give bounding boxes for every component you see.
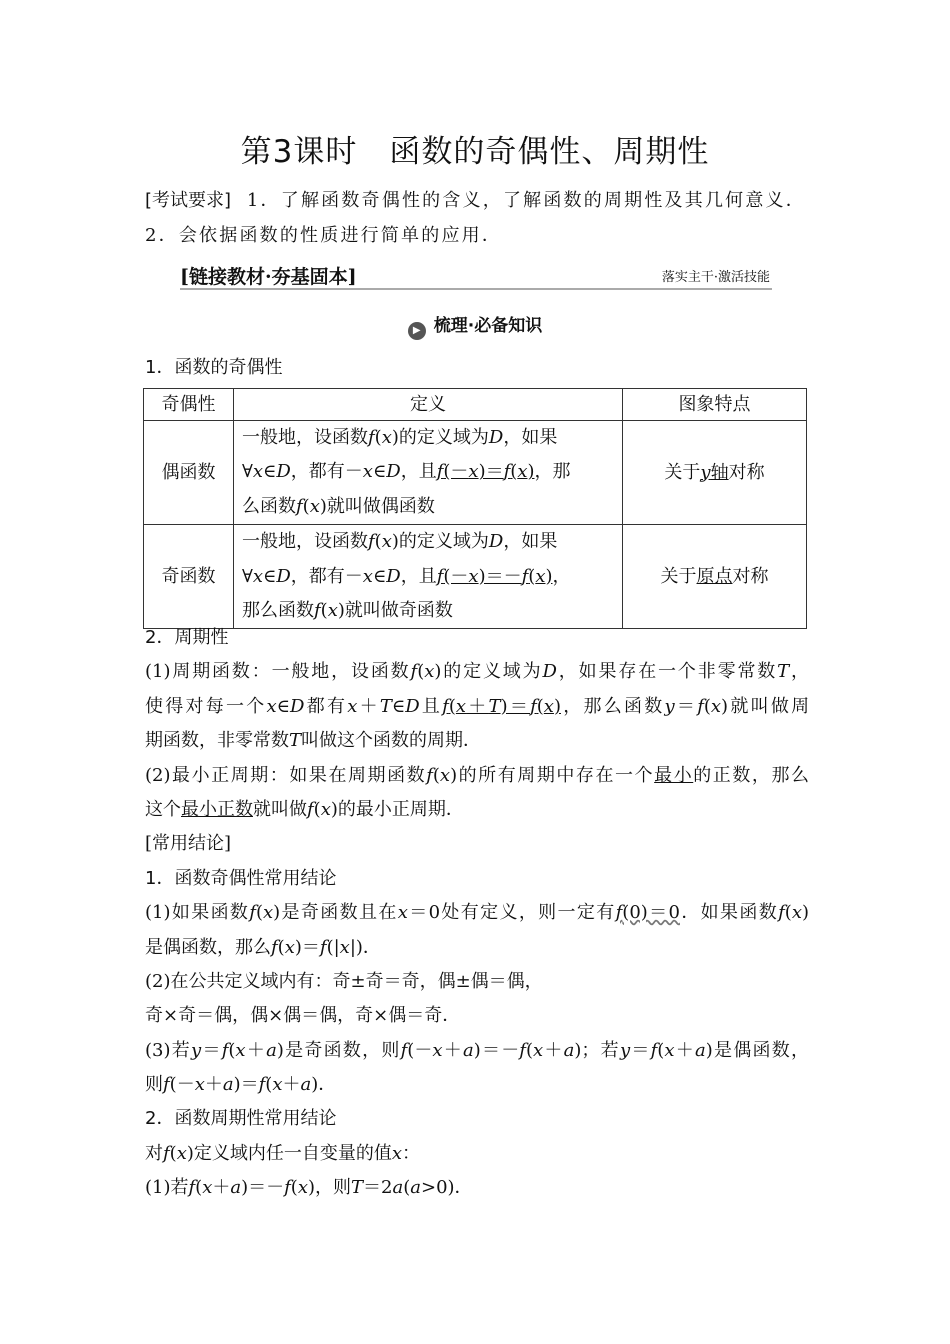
text-segment: ∈	[276, 695, 290, 717]
text-segment: f	[368, 531, 375, 553]
text-segment: 就叫做	[253, 798, 307, 820]
text-segment: )	[801, 902, 810, 924]
text-segment: )定义域内任一自变量的值	[186, 1142, 392, 1164]
text-line	[145, 931, 809, 965]
text-segment: ，如果	[503, 427, 558, 448]
text-segment: (	[417, 661, 425, 683]
text-line	[145, 1068, 809, 1102]
text-segment: D	[488, 427, 504, 448]
text-segment: )就叫做偶函数	[319, 495, 435, 517]
text-segment: 叫做这个函数的周期．	[301, 730, 482, 752]
text-segment: (－	[407, 1039, 433, 1061]
text-segment: T	[379, 695, 392, 717]
text-segment: D	[276, 461, 291, 483]
header-cell: 图象特点	[623, 389, 807, 421]
text-segment: 关于	[660, 565, 697, 587]
text-segment: x	[455, 695, 467, 717]
text-line	[145, 1102, 809, 1136]
type-cell: 偶函数	[144, 421, 234, 525]
text-segment: )的所有周期中存在一个	[450, 764, 655, 786]
body-text	[145, 621, 809, 1206]
text-segment: f	[284, 1177, 291, 1199]
text-segment: y	[664, 695, 675, 717]
text-segment: 2．周期性	[145, 627, 229, 648]
text-segment: f	[271, 936, 278, 958]
text-segment: ＝	[630, 1039, 651, 1061]
text-segment: (	[255, 902, 263, 924]
text-segment: D	[386, 461, 401, 483]
text-segment: f	[249, 902, 256, 924]
text-segment: x	[252, 565, 264, 587]
text-line	[145, 827, 809, 861]
text-segment: 那么函数	[242, 599, 314, 621]
text-segment: )是奇函数且在	[273, 902, 398, 924]
text-segment: x	[791, 902, 802, 924]
text-segment: (	[195, 1177, 203, 1199]
text-segment: ，那	[534, 461, 571, 483]
text-segment: x	[362, 461, 373, 483]
text-segment: ＋	[212, 1177, 231, 1199]
text-segment: ：	[402, 1142, 421, 1164]
text-segment: )	[527, 461, 535, 483]
text-segment: ∀	[242, 461, 253, 483]
text-segment: (	[277, 936, 285, 958]
text-segment: x	[327, 599, 338, 621]
text-segment: x	[664, 1039, 675, 1061]
text-segment: (	[374, 531, 382, 553]
text-segment: (	[290, 1177, 298, 1199]
definition-line	[242, 560, 614, 594]
text-segment: 最小正数	[181, 798, 253, 820]
text-segment: 奇×奇＝偶，偶×偶＝偶，奇×偶＝奇．	[145, 1005, 461, 1027]
text-line	[145, 965, 809, 999]
text-segment: 2．函数周期性常用结论	[145, 1108, 337, 1130]
text-line	[145, 724, 809, 758]
text-segment: )＝	[294, 936, 320, 958]
text-segment: )的定义域为	[391, 531, 489, 553]
text-segment: (	[448, 695, 456, 717]
text-segment: ＝0处有定义，则一定有	[407, 902, 616, 924]
definition-line	[242, 525, 614, 559]
text-segment: x	[339, 936, 350, 958]
text-segment: f	[426, 764, 433, 786]
text-segment: (3)若	[145, 1039, 192, 1061]
text-segment: a	[300, 1074, 312, 1096]
text-segment: ＋	[245, 1039, 267, 1061]
text-segment: ∀	[242, 565, 253, 587]
text-segment: (1)周期函数：一般地，设函数	[145, 661, 411, 683]
text-segment: )就叫做周	[721, 695, 810, 717]
text-segment: (1)若	[145, 1177, 189, 1199]
text-segment: a	[463, 1039, 474, 1061]
text-segment: ，	[789, 661, 810, 683]
text-segment: ∈	[372, 565, 387, 587]
text-segment: [常用结论]	[145, 833, 232, 855]
requirement-1: 1．了解函数奇偶性的含义，了解函数的周期性及其几何意义．	[246, 190, 806, 211]
text-segment: 对称	[728, 461, 765, 483]
text-segment: ，	[552, 565, 571, 587]
text-segment: x	[710, 695, 722, 717]
text-segment: ＋	[204, 1074, 223, 1096]
text-segment: x	[235, 1039, 246, 1061]
text-segment: 轴	[710, 461, 729, 483]
text-segment: (	[432, 764, 440, 786]
text-segment: D	[276, 565, 291, 587]
text-line	[145, 621, 809, 655]
text-segment: (	[525, 1039, 533, 1061]
text-segment: ，如果存在一个非零常数	[556, 661, 778, 683]
definition-line	[242, 421, 614, 455]
text-line	[145, 1137, 809, 1171]
text-segment: x	[439, 764, 451, 786]
text-segment: (	[169, 1142, 177, 1164]
text-segment: f	[163, 1142, 170, 1164]
text-segment: x	[194, 1074, 205, 1096]
text-segment: x	[202, 1177, 213, 1199]
text-segment: 一般地，设函数	[242, 531, 368, 553]
header-cell: 定义	[234, 389, 623, 421]
text-segment: (－	[443, 565, 469, 587]
text-segment: y	[619, 1039, 631, 1061]
text-segment: ＝2	[363, 1177, 393, 1199]
text-segment: (	[703, 695, 711, 717]
text-line	[145, 690, 809, 724]
text-segment: ，且	[400, 565, 437, 587]
text-segment: ＋	[357, 695, 380, 717]
text-segment: T	[777, 661, 790, 683]
text-segment: )．	[311, 1074, 337, 1096]
text-segment: )是奇函数，则	[276, 1039, 401, 1061]
text-line	[145, 896, 809, 930]
text-segment: (	[657, 1039, 665, 1061]
text-segment: ＋	[674, 1039, 695, 1061]
text-segment: x	[424, 661, 435, 683]
text-segment: f	[319, 936, 327, 958]
text-segment: x	[543, 695, 554, 717]
text-segment: x	[320, 798, 331, 820]
text-segment: (	[403, 1177, 411, 1199]
text-segment: D	[386, 565, 401, 587]
text-segment: x	[263, 902, 274, 924]
text-segment: x	[297, 1177, 308, 1199]
text-segment: f	[368, 427, 375, 448]
text-segment: ＝	[201, 1039, 222, 1061]
text-segment: )	[545, 565, 553, 587]
text-segment: ∈	[263, 565, 277, 587]
text-segment: ∈	[372, 461, 387, 483]
text-segment: f	[400, 1039, 408, 1061]
text-segment: a	[563, 1039, 575, 1061]
text-segment: )＝	[233, 1074, 259, 1096]
text-segment: 期函数，非零常数	[145, 730, 289, 752]
text-segment: )的最小正周期．	[330, 798, 464, 820]
text-segment: (	[228, 1039, 236, 1061]
text-segment: a	[222, 1074, 234, 1096]
text-segment: x	[362, 565, 373, 587]
text-segment: >0)．	[420, 1177, 473, 1199]
section-tagline: 落实主干·激活技能	[661, 270, 770, 285]
text-segment: 最小	[654, 764, 694, 786]
subheading	[0, 311, 950, 340]
text-segment: f	[650, 1039, 658, 1061]
text-segment: (2)最小正周期：如果在周期函数	[145, 764, 427, 786]
text-segment: ，那么函数	[560, 695, 665, 717]
text-segment: f	[296, 495, 303, 517]
text-segment: 么函数	[242, 495, 296, 517]
table-row	[144, 525, 807, 629]
text-line	[145, 999, 809, 1033]
text-segment: 使得对每一个	[145, 695, 267, 717]
text-segment: )，则	[307, 1177, 352, 1199]
text-segment: (	[536, 695, 544, 717]
text-line	[145, 655, 809, 689]
text-segment: f	[503, 461, 511, 483]
text-segment: D	[542, 661, 557, 683]
text-segment: (	[302, 495, 310, 517]
text-segment: f	[519, 1039, 526, 1061]
text-segment: (	[374, 427, 382, 448]
text-segment: T	[351, 1177, 364, 1199]
text-line	[145, 793, 809, 827]
text-segment: ，都有－	[290, 565, 363, 587]
text-segment: x	[347, 695, 358, 717]
text-segment: D	[405, 695, 420, 717]
text-segment: 关于	[664, 461, 701, 483]
text-segment: T	[289, 730, 302, 752]
text-segment: ∈	[391, 695, 406, 717]
text-segment: (	[320, 599, 328, 621]
type-cell: 奇函数	[144, 525, 234, 629]
text-segment: (|	[326, 936, 340, 958]
text-segment: a	[230, 1177, 242, 1199]
definition-cell	[234, 525, 623, 629]
text-segment: ＋	[543, 1039, 564, 1061]
text-segment: x	[468, 461, 479, 483]
page-title: 第3课时 函数的奇偶性、周期性	[240, 134, 710, 170]
text-segment: f	[615, 902, 623, 924]
text-segment: |)．	[349, 936, 381, 958]
heading-parity: 1．函数的奇偶性	[145, 357, 283, 378]
text-line	[145, 862, 809, 896]
text-line	[145, 1034, 809, 1068]
header-cell: 奇偶性	[144, 389, 234, 421]
feature-cell	[623, 525, 807, 629]
text-segment: 的正数，那么	[693, 764, 810, 786]
text-segment: 1．函数奇偶性常用结论	[145, 867, 337, 889]
text-segment: (－	[443, 461, 469, 483]
text-segment: f	[314, 599, 321, 621]
text-segment: f	[258, 1074, 266, 1096]
text-segment: x	[309, 495, 320, 517]
definition-line	[242, 490, 614, 524]
text-segment: (－	[169, 1074, 195, 1096]
text-segment: (	[784, 902, 792, 924]
text-segment: ∈	[263, 461, 277, 483]
text-segment: 这个	[145, 798, 181, 820]
text-segment: x	[535, 565, 546, 587]
text-segment: ＋	[466, 695, 489, 717]
text-segment: a	[410, 1177, 421, 1199]
text-line	[145, 1171, 809, 1205]
text-segment: a	[695, 1039, 706, 1061]
text-segment: )就叫做奇函数	[337, 599, 453, 621]
parity-table	[143, 388, 807, 629]
text-segment: 对	[145, 1142, 163, 1164]
text-segment: )＝	[500, 695, 531, 717]
text-segment: (	[313, 798, 321, 820]
section-header	[180, 262, 772, 290]
text-segment: 都有	[304, 695, 348, 717]
text-segment: x	[517, 461, 528, 483]
text-segment: )＝－	[473, 1039, 520, 1061]
text-segment: ，且	[400, 461, 437, 483]
text-segment: f	[530, 695, 537, 717]
text-segment: 是偶函数，那么	[145, 936, 271, 958]
text-segment: ＋	[282, 1074, 301, 1096]
text-segment: (	[528, 565, 536, 587]
text-line	[145, 759, 809, 793]
text-segment: T	[488, 695, 501, 717]
text-segment: ，都有－	[290, 461, 363, 483]
text-segment: f	[436, 461, 444, 483]
text-segment: x	[381, 531, 392, 553]
text-segment: f	[221, 1039, 229, 1061]
section-title: [链接教材·夯基固本]	[180, 266, 357, 288]
text-segment: )是偶函数，	[705, 1039, 810, 1061]
text-segment: (1)如果函数	[145, 902, 250, 924]
text-segment: a	[266, 1039, 277, 1061]
text-segment: y	[191, 1039, 202, 1061]
play-circle-icon: ▶	[408, 322, 426, 340]
text-segment: f	[188, 1177, 196, 1199]
text-segment: x	[284, 936, 295, 958]
text-segment: x	[272, 1074, 283, 1096]
text-segment: (	[265, 1074, 273, 1096]
requirements-label: [考试要求]	[145, 190, 232, 211]
text-segment: )的定义域为	[391, 427, 489, 448]
text-segment: f	[436, 565, 444, 587]
text-segment: x	[266, 695, 277, 717]
subheading-text: 梳理·必备知识	[433, 316, 543, 336]
text-segment: )的定义域为	[434, 661, 543, 683]
text-segment: D	[488, 531, 504, 553]
text-segment: )＝－	[478, 565, 522, 587]
text-segment: x	[252, 461, 264, 483]
text-segment: 对称	[732, 565, 769, 587]
text-segment: (	[510, 461, 518, 483]
text-segment: D	[290, 695, 305, 717]
text-segment: ，如果	[503, 531, 558, 553]
text-segment: 原点	[696, 565, 733, 587]
text-segment: y	[700, 461, 711, 483]
text-segment: f	[410, 661, 418, 683]
text-segment: ．如果函数	[679, 902, 779, 924]
text-segment: ＋	[442, 1039, 463, 1061]
definition-line	[242, 455, 614, 489]
text-segment: x	[176, 1142, 187, 1164]
text-segment: x	[532, 1039, 544, 1061]
text-segment: f	[307, 798, 314, 820]
text-segment: f	[442, 695, 449, 717]
text-segment: )＝－	[241, 1177, 285, 1199]
text-segment: ＝	[674, 695, 698, 717]
text-segment: x	[391, 1142, 403, 1164]
table-row	[144, 421, 807, 525]
text-segment: f	[521, 565, 529, 587]
text-segment: (0)＝0	[622, 902, 680, 924]
text-segment: 一般地，设函数	[242, 427, 368, 448]
feature-cell	[623, 421, 807, 525]
text-segment: a	[392, 1177, 404, 1199]
text-segment: )；若	[574, 1039, 620, 1061]
definition-cell	[234, 421, 623, 525]
text-segment: 则	[145, 1074, 163, 1096]
text-segment: x	[432, 1039, 443, 1061]
table-header-row	[144, 389, 807, 421]
text-segment: 且	[419, 695, 443, 717]
text-segment: )	[553, 695, 561, 717]
exam-requirements	[145, 183, 810, 253]
text-segment: x	[381, 427, 392, 448]
text-segment: f	[697, 695, 704, 717]
text-segment: )＝	[478, 461, 504, 483]
text-segment: f	[778, 902, 785, 924]
text-segment: x	[468, 565, 479, 587]
requirement-2: 2．会依据函数的性质进行简单的应用．	[145, 225, 503, 246]
text-segment: x	[397, 902, 408, 924]
text-segment: f	[163, 1074, 170, 1096]
text-segment: (2)在公共定义域内有：奇±奇＝奇，偶±偶＝偶，	[145, 970, 543, 992]
